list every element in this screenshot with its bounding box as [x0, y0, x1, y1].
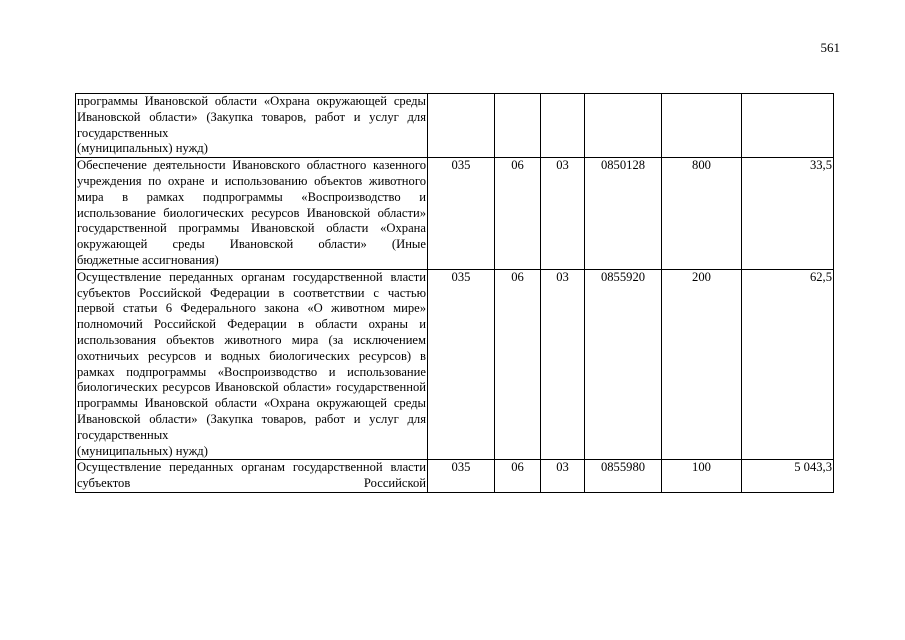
row-description [76, 460, 428, 493]
cell-vr: 800 [662, 158, 742, 270]
description-last-line: (муниципальных) нужд) [77, 141, 208, 156]
cell-csr: 0855920 [585, 269, 662, 460]
page-number: 561 [820, 40, 840, 55]
description-last-line: бюджетные ассигнования) [77, 252, 219, 267]
description-text: Обеспечение деятельности Ивановского областного казенного учреждения по охране и использованию объектов животного мира в рамках подпрограммы «Воспроизводство и использование биологических ресурсов Ивановской области» государственной программы Ивановской области «Охрана окружающей среды Ивановской области» (Иные [77, 158, 426, 252]
description-text: программы Ивановской области «Охрана окружающей среды Ивановской области» (Закупка товаров, работ и услуг для государственных [77, 94, 426, 140]
cell-rz [495, 94, 541, 158]
table-row [76, 158, 834, 270]
cell-pr: 03 [541, 460, 585, 493]
cell-vr [662, 94, 742, 158]
cell-csr [585, 94, 662, 158]
row-description [76, 158, 428, 270]
cell-rz: 06 [495, 158, 541, 270]
row-description [76, 269, 428, 460]
cell-ved: 035 [428, 269, 495, 460]
cell-sum [742, 94, 834, 158]
cell-csr: 0855980 [585, 460, 662, 493]
table-row [76, 460, 834, 493]
cell-sum: 33,5 [742, 158, 834, 270]
row-description [76, 94, 428, 158]
cell-rz: 06 [495, 460, 541, 493]
cell-vr: 200 [662, 269, 742, 460]
cell-rz: 06 [495, 269, 541, 460]
cell-vr: 100 [662, 460, 742, 493]
table-row [76, 269, 834, 460]
budget-table [75, 93, 834, 493]
cell-ved: 035 [428, 158, 495, 270]
cell-pr: 03 [541, 269, 585, 460]
cell-ved: 035 [428, 460, 495, 493]
cell-pr [541, 94, 585, 158]
description-text: Осуществление переданных органам государственной власти субъектов Российской Федерации в соответствии с частью первой статьи 6 Федерального закона «О животном мире» полномочий Российской Федерации в области охраны и использования объектов животного мира (за исключением охотничьих ресурсов и водных биологических ресурсов) в рамках подпрограммы «Воспроизводство и использование биологических ресурсов Ивановской области» государственной программы Ивановской области «Охрана окружающей среды Ивановской области» (Закупка товаров, работ и услуг для государственных [77, 269, 426, 442]
cell-sum: 5 043,3 [742, 460, 834, 493]
table-row [76, 94, 834, 158]
cell-pr: 03 [541, 158, 585, 270]
description-text: Осуществление переданных органам государственной власти субъектов Российской [77, 460, 426, 491]
cell-sum: 62,5 [742, 269, 834, 460]
description-last-line: (муниципальных) нужд) [77, 443, 208, 458]
cell-ved [428, 94, 495, 158]
cell-csr: 0850128 [585, 158, 662, 270]
